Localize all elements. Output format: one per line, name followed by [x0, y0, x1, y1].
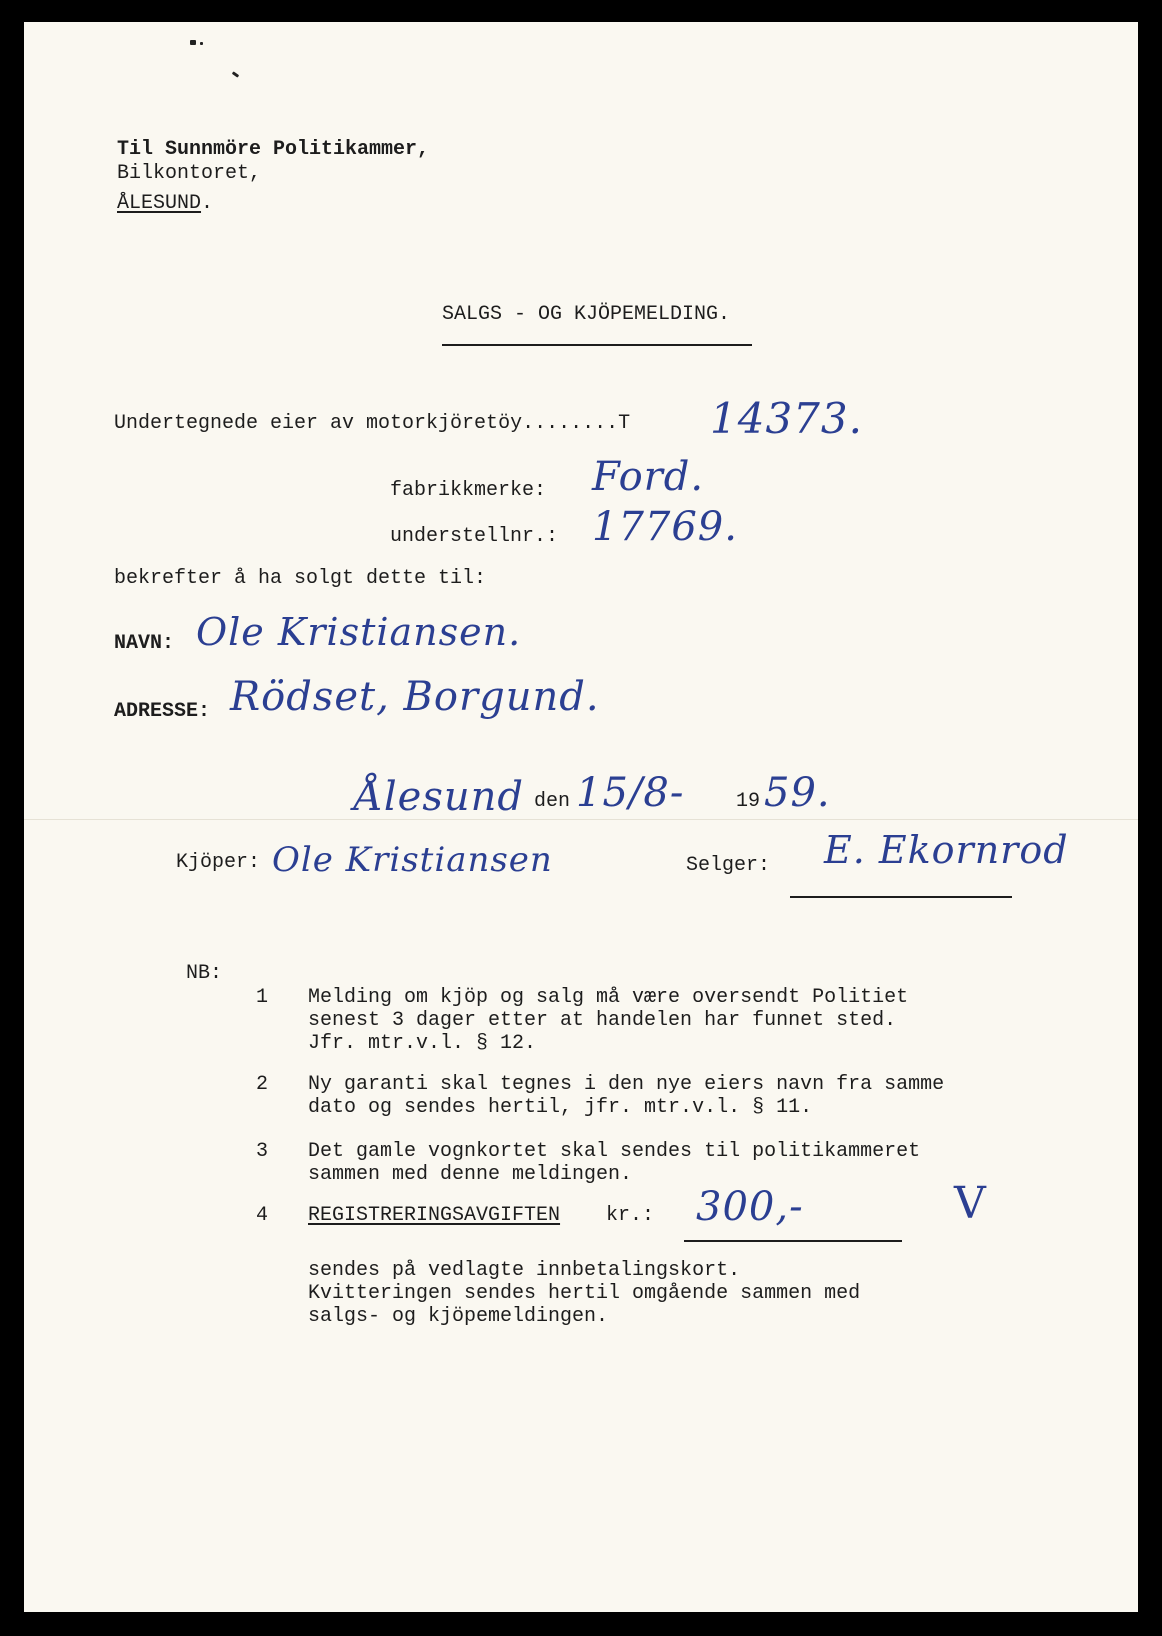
note-number: 2: [256, 1073, 269, 1096]
note-text: [308, 986, 908, 1055]
note-text: [308, 1073, 944, 1119]
check-mark-handwritten: V: [954, 1178, 987, 1229]
note-line: salgs- og kjöpemeldingen.: [308, 1305, 609, 1328]
note-line: Kvitteringen sendes hertil omgående sammen med: [308, 1282, 861, 1305]
note-line: Jfr. mtr.v.l. § 12.: [308, 1032, 537, 1055]
recipient-city-suffix: .: [201, 192, 214, 215]
reg-number-handwritten: 14373.: [710, 394, 863, 443]
document-title: SALGS - OG KJÖPEMELDING.: [442, 303, 731, 326]
seller-label: Selger:: [686, 854, 771, 877]
recipient-line-2: Bilkontoret,: [117, 162, 262, 185]
year-handwritten: 59.: [764, 770, 831, 816]
chassis-label: understellnr.:: [390, 525, 559, 548]
note-text: [308, 1140, 920, 1186]
note-line: Det gamle vognkortet skal sendes til politikammeret: [308, 1140, 921, 1163]
confirm-text: bekrefter å ha solgt dette til:: [114, 567, 487, 590]
registration-fee-label: REGISTRERINGSAVGIFTEN: [308, 1204, 561, 1227]
recipient-city: ÅLESUND: [117, 192, 202, 215]
note-text: [308, 1259, 860, 1328]
ink-speck: [190, 40, 196, 45]
year-prefix: 19: [736, 790, 761, 813]
buyer-label: Kjöper:: [176, 851, 261, 874]
brand-label: fabrikkmerke:: [390, 479, 547, 502]
buyer-signature: Ole Kristiansen: [272, 840, 553, 880]
place-handwritten: Ålesund: [354, 774, 525, 820]
date-handwritten: 15/8-: [576, 770, 685, 816]
note-line: senest 3 dager etter at handelen har funnet sted.: [308, 1009, 897, 1032]
note-line: sendes på vedlagte innbetalingskort.: [308, 1259, 741, 1282]
document-page: [24, 22, 1138, 1612]
fee-currency: kr.:: [606, 1204, 655, 1227]
chassis-handwritten: 17769.: [592, 504, 738, 550]
recipient-city-line: [117, 192, 213, 215]
owner-label: Undertegnede eier av motorkjöretöy........T: [114, 412, 631, 435]
note-line: sammen med denne meldingen.: [308, 1163, 633, 1186]
recipient-line-1: Til Sunnmöre Politikammer,: [117, 138, 430, 161]
name-label: NAVN:: [114, 632, 175, 655]
note-line: Melding om kjöp og salg må være oversendt Politiet: [308, 986, 909, 1009]
paper-fold-line: [24, 819, 1138, 820]
address-label: ADRESSE:: [114, 700, 211, 723]
note-line: Ny garanti skal tegnes i den nye eiers navn fra samme: [308, 1073, 945, 1096]
note-line: dato og sendes hertil, jfr. mtr.v.l. § 11.: [308, 1096, 813, 1119]
ink-speck: [200, 42, 203, 45]
fee-amount-line: [684, 1240, 902, 1242]
buyer-name-handwritten: Ole Kristiansen.: [196, 610, 522, 654]
title-underline: [442, 344, 752, 346]
note-number: 3: [256, 1140, 269, 1163]
seller-signature: E. Ekornrod: [824, 828, 1069, 872]
seller-signature-line: [790, 896, 1012, 898]
fee-amount-handwritten: 300,-: [696, 1184, 804, 1230]
ink-speck: [232, 71, 239, 77]
brand-handwritten: Ford.: [592, 454, 705, 500]
note-number: 1: [256, 986, 269, 1009]
notes-heading: NB:: [186, 962, 223, 985]
date-label: den: [534, 790, 571, 813]
note-number: 4: [256, 1204, 269, 1227]
address-handwritten: Rödset, Borgund.: [230, 674, 600, 720]
